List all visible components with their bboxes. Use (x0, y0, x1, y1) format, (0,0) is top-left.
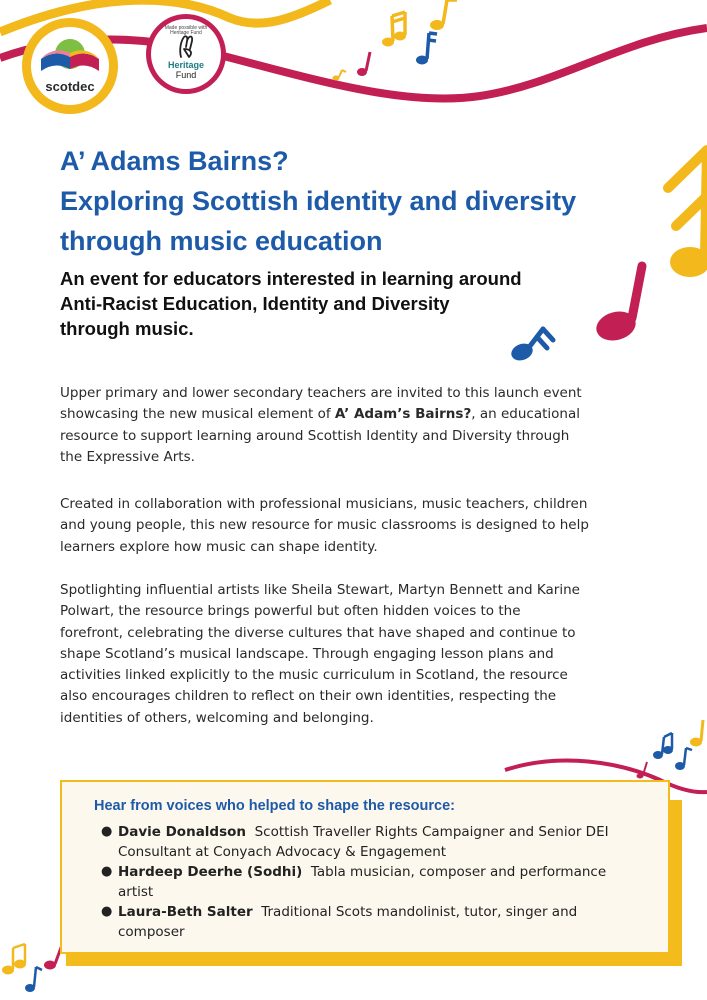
heritage-fund-tagline: Made possible with Heritage Fund (164, 25, 208, 36)
voice-description: Tabla musician, composer and performance (310, 864, 607, 880)
paragraph-line: also encourages children to reflect on their own identities, respecting the (60, 688, 557, 705)
voice-name: Hardeep Deerhe (Sodhi) (118, 864, 303, 880)
note-blue-bottom-left (25, 967, 42, 992)
note-blue-double-right (653, 733, 673, 759)
list-item (101, 862, 648, 902)
paragraph-text: showcasing the new musical element of (60, 406, 335, 423)
paragraph-line: and young people, this new resource for music classrooms is designed to help (60, 517, 589, 534)
voice-name: Laura-Beth Salter (118, 904, 253, 920)
note-yellow-single-right (690, 720, 703, 747)
paragraph-line: the Expressive Arts. (60, 448, 195, 465)
paragraph-line: resource to support learning around Scottish Identity and Diversity through (60, 427, 570, 444)
paragraph-line: Created in collaboration with professional musicians, music teachers, children (60, 496, 588, 512)
heritage-fund-line1: Heritage (167, 60, 204, 70)
paragraph-line: Upper primary and lower secondary teachers are invited to this launch event (60, 385, 582, 401)
title-line: through music education (60, 226, 383, 256)
title-line: A’ Adams Bairns? (60, 146, 289, 176)
paragraph-line: Spotlighting influential artists like Sheila Stewart, Martyn Bennett and Karine (60, 582, 580, 598)
list-item (101, 902, 648, 942)
voice-description: artist (118, 884, 154, 900)
heritage-fund-line2: Fund (175, 70, 197, 80)
voices-list (101, 822, 648, 942)
subtitle-line: An event for educators interested in learning around (60, 268, 522, 289)
voice-description: Traditional Scots mandolinist, tutor, singer and (261, 904, 578, 920)
scotdec-book-icon (31, 27, 109, 83)
voice-description: Scottish Traveller Rights Campaigner and Senior DEI (254, 824, 609, 840)
note-yellow-double-bottom-left (2, 944, 26, 975)
voice-name: Davie Donaldson (118, 824, 247, 840)
voice-line (118, 862, 648, 882)
note-double-yellow (382, 12, 406, 47)
paragraph-line: Polwart, the resource brings powerful but often hidden voices to the (60, 603, 521, 620)
voice-line (118, 902, 648, 922)
scotdec-wordmark: scotdec (45, 79, 95, 94)
page-title (60, 141, 660, 261)
paragraph-line: activities linked explicitly to the music curriculum in Scotland, the resource (60, 667, 568, 684)
bullet-icon: ● (101, 864, 113, 879)
note-yellow-large-right (668, 150, 707, 277)
paragraph-line: learners explore how music can shape identity. (60, 538, 378, 555)
paragraph-text: , an educational (471, 406, 580, 423)
paragraph-line: identities of others, welcoming and belonging. (60, 709, 374, 726)
intro-paragraph (60, 383, 660, 468)
bullet-icon: ● (101, 824, 113, 839)
note-crimson-top (357, 52, 370, 76)
note-blue-single-right (675, 748, 692, 770)
voice-description: composer (118, 924, 185, 940)
collaboration-paragraph (60, 494, 660, 558)
title-line: Exploring Scottish identity and diversity (60, 186, 577, 216)
voice-line (118, 822, 648, 842)
note-yellow-top (430, 0, 457, 30)
resource-name: A’ Adam’s Bairns? (334, 406, 472, 423)
paragraph-line: forefront, celebrating the diverse cultures that have shaped and continue to (60, 624, 576, 641)
voices-box (60, 780, 670, 954)
list-item (101, 822, 648, 862)
note-yellow-small-top (333, 70, 347, 81)
paragraph-line (60, 404, 660, 425)
note-blue-top (416, 33, 437, 65)
heritage-fund-logo (146, 14, 226, 94)
scotdec-logo (22, 18, 118, 114)
bullet-icon: ● (101, 904, 113, 919)
event-subtitle (60, 266, 620, 341)
voices-heading: Hear from voices who helped to shape the resource: (94, 798, 455, 814)
subtitle-line: through music. (60, 318, 194, 339)
voice-description: Consultant at Conyach Advocacy & Engagement (118, 844, 447, 860)
subtitle-line: Anti-Racist Education, Identity and Diversity (60, 293, 450, 314)
paragraph-line: shape Scotland’s musical landscape. Through engaging lesson plans and (60, 645, 554, 662)
spotlight-paragraph (60, 580, 660, 729)
